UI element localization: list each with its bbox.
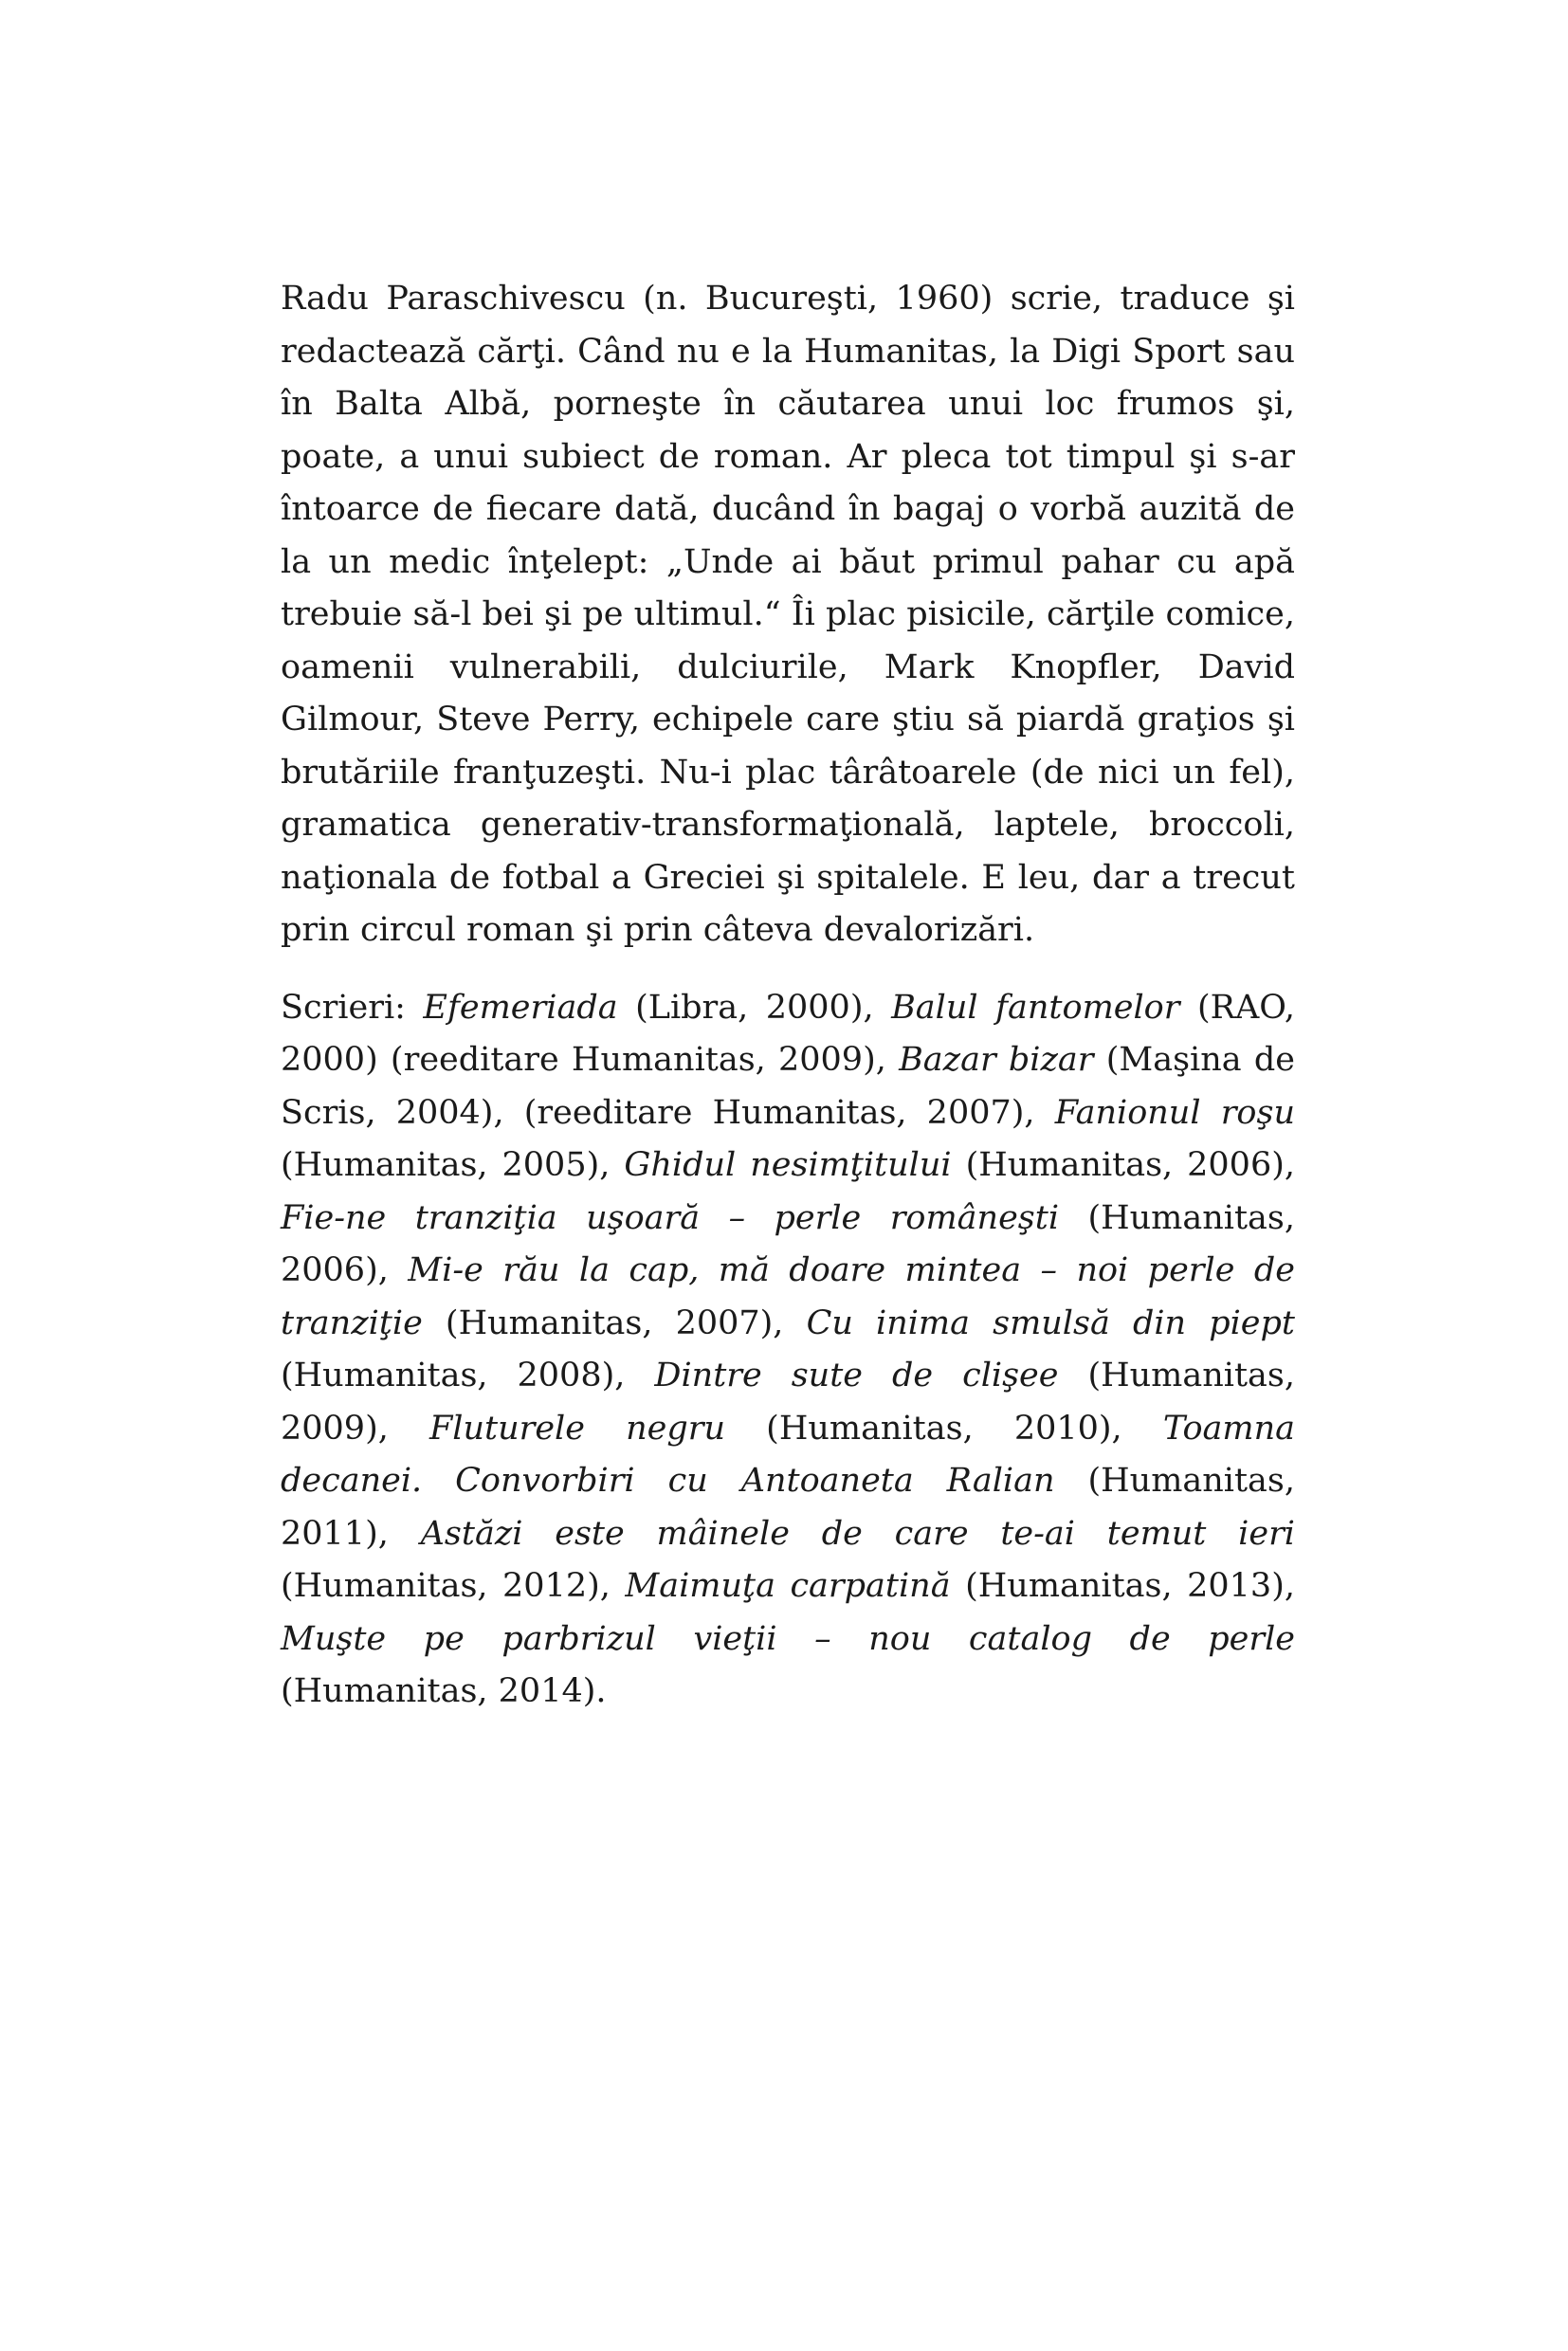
work-info: (Humanitas, 2014). [281, 1672, 607, 1710]
work-info: (Humanitas, 2010), [725, 1409, 1163, 1448]
work-title: Maimuţa carpatină [625, 1567, 951, 1605]
work-info: (Humanitas, 2009), [281, 1357, 1295, 1448]
work-title: Cu inima smulsă din piept [806, 1303, 1295, 1342]
work-info: (Humanitas, 2008), [281, 1357, 655, 1394]
work-title: Astăzi este mâinele de care te-ai temut ieri [420, 1514, 1295, 1553]
work-info: (Maşina de Scris, 2004), (reeditare Humanitas, 2007), [281, 1041, 1295, 1132]
work-info: (Humanitas, 2007), [422, 1303, 807, 1342]
work-title: Toamna decanei. Convorbiri cu Antoaneta Ralian [281, 1409, 1295, 1500]
work-info: (RAO, 2000) (reeditare Humanitas, 2009), [281, 988, 1295, 1079]
work-info: (Humanitas, 2006), [281, 1198, 1295, 1289]
work-info: (Humanitas, 2013), [950, 1567, 1295, 1605]
work-title: Fluturele negru [428, 1409, 726, 1448]
work-title: Muşte pe parbrizul vieţii – nou catalog de perle [281, 1619, 1295, 1658]
author-bio: Radu Paraschivescu (n. Bucureşti, 1960) scrie, traduce şi redactează cărţi. Când nu e la Humanitas, la Digi Sport sau în Balta Albă, porneşte în căutarea unui loc frumos şi, poate, a unui subiect de roman. Ar pleca tot timpul şi s-ar întoarce de fiecare dată, ducând în bagaj o vorbă auzită de la un medic înţelept: „Unde ai băut primul pahar cu apă trebuie să-l bei şi pe ultimul.“ Îi plac pisicile, cărţile comice, oamenii vulnerabili, dulciurile, Mark Knopfler, David Gilmour, Steve Perry, echipele care ştiu să piardă graţios şi brutăriile franţuzeşti. Nu-i plac târâtoarele (de nici un fel), gramatica generativ-transformaţională, laptele, broccoli, naţionala de fotbal a Greciei şi spitalele. E leu, dar a trecut prin circul roman şi prin câteva devalorizări. [281, 280, 1295, 949]
works-list [281, 982, 1295, 1719]
work-title: Fie-ne tranziţia uşoară – perle româneşti [281, 1198, 1060, 1237]
work-title: Fanionul roşu [1054, 1093, 1295, 1132]
work-title: Mi-e rău la cap, mă doare mintea – noi perle de tranziţie [281, 1251, 1295, 1342]
work-info: (Humanitas, 2012), [281, 1567, 626, 1605]
work-title: Balul fantomelor [891, 988, 1180, 1027]
text-block [281, 273, 1295, 1719]
works-label: Scrieri: [281, 988, 424, 1027]
work-info: (Libra, 2000), [617, 988, 892, 1027]
work-title: Bazar bizar [899, 1041, 1094, 1079]
work-info: (Humanitas, 2006), [951, 1146, 1296, 1184]
work-title: Ghidul nesimţitului [624, 1146, 952, 1184]
work-info: (Humanitas, 2011), [281, 1462, 1295, 1553]
work-title: Efemeriada [423, 988, 618, 1027]
work-info: (Humanitas, 2005), [281, 1146, 625, 1184]
work-title: Dintre sute de clişee [654, 1357, 1059, 1394]
